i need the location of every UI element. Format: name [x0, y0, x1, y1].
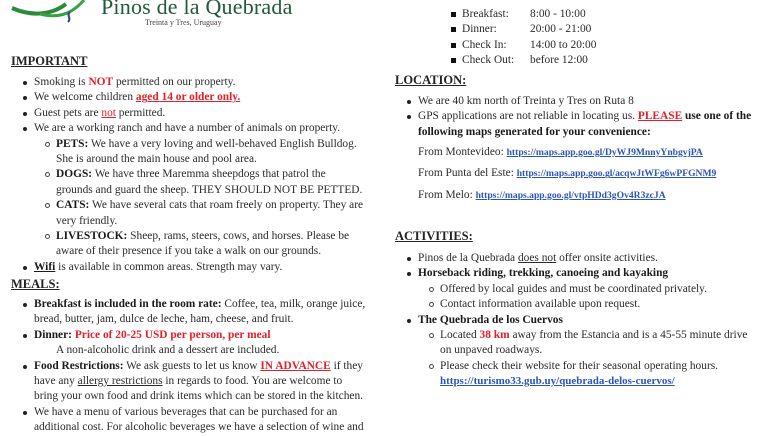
list-item-livestock	[0, 229, 384, 260]
dinner-note: A non-alcoholic drink and a dessert are included.	[56, 344, 280, 357]
text: is available in common areas. Strength may vary.	[55, 260, 283, 273]
map-label: From Melo:	[418, 188, 476, 201]
text: Coffee, tea, milk, orange juice, bread, butter, jam, dulce de leche, ham, cheese, and fruit.	[34, 298, 366, 326]
text: Guest pets are	[34, 106, 102, 119]
emphasis: aged 14 or older only.	[135, 91, 241, 104]
emphasis: not	[101, 106, 116, 119]
hours-row	[384, 38, 768, 53]
list-item-food-restrictions	[0, 359, 384, 405]
label: DOGS:	[56, 168, 93, 181]
hours-row	[384, 53, 768, 68]
text: Sheep, rams, steers, cows, and horses. Please be aware of their presence if you take a walk on our grounds.	[56, 230, 350, 258]
label: CATS:	[56, 199, 90, 212]
page-subtitle: Treinta y Tres, Uruguay	[145, 18, 222, 27]
map-link-montevideo[interactable]: https://maps.app.goo.gl/DyWJ9MnnyYnbgvjPA	[506, 147, 703, 158]
text: We have three Maremma sheepdogs that patrol the grounds and guard the sheep. THEY SHOULD NOT BE PETTED.	[56, 168, 363, 196]
map-links	[384, 145, 768, 203]
hours-row	[384, 7, 768, 22]
list-item: Offered by local guides and must be coordinated privately.	[384, 282, 768, 297]
emphasis: 38 km	[479, 329, 510, 342]
emphasis: IN ADVANCE	[260, 359, 331, 372]
hours-value: 8:00 - 10:00	[530, 8, 586, 20]
hours-label: Breakfast:	[462, 8, 509, 20]
text: GPS applications are not reliable in locating us.	[418, 110, 638, 123]
text: away from the Estancia and is a 45-55 minute drive on unpaved roadways.	[440, 329, 748, 357]
list-item	[0, 106, 384, 121]
list-item	[0, 75, 384, 90]
meals-list	[0, 297, 384, 436]
map-row	[384, 188, 768, 203]
map-label: From Montevideo:	[418, 146, 507, 158]
list-item-wifi	[0, 260, 384, 275]
list-item-pets	[0, 137, 384, 168]
text: We have several cats that roam freely on property. They are very friendly.	[56, 199, 364, 227]
activities-list	[384, 251, 768, 390]
list-item	[384, 251, 768, 266]
location-list	[384, 94, 768, 140]
hours-label: Dinner:	[462, 23, 497, 36]
list-item	[0, 90, 384, 105]
logo-icon	[0, 0, 92, 26]
label: Breakfast is included in the room rate:	[34, 298, 222, 310]
list-item: Horseback riding, trekking, canoeing and kayaking	[384, 266, 768, 281]
text: We ask guests to let us know	[123, 359, 261, 372]
text: Please check their website for their seasonal operating hours.	[440, 359, 719, 372]
hours-list	[384, 7, 768, 69]
text: We have a very loving and well-behaved English Bulldog. She is around the main house and pool area.	[56, 137, 357, 166]
list-item-gps	[384, 109, 768, 140]
emphasis: Wifi	[34, 260, 56, 273]
label: LIVESTOCK:	[56, 230, 128, 243]
page-title: Pinos de la Quebrada	[101, 0, 293, 19]
list-item-dogs	[0, 167, 384, 198]
text: if they have any	[34, 359, 363, 388]
emphasis: PLEASE	[637, 110, 683, 123]
label: PETS:	[56, 137, 89, 150]
map-link-punta-del-este[interactable]: https://maps.app.goo.gl/acqwJtWFg6wPFGNM9	[516, 168, 717, 180]
list-item: We are 40 km north of Treinta y Tres on Ruta 8	[384, 94, 768, 109]
map-row	[384, 145, 768, 160]
emphasis: NOT	[88, 76, 114, 88]
website-link[interactable]: https://turismo33.gub.uy/quebrada-delos-cuervos/	[440, 375, 675, 388]
text: permitted.	[115, 106, 166, 119]
label: Dinner:	[34, 328, 72, 341]
list-item-cats	[0, 198, 384, 229]
text: We welcome children	[34, 91, 136, 104]
list-item: Contact information available upon request.	[384, 297, 768, 312]
text: use one of the following maps generated for your convenience:	[418, 110, 752, 138]
list-item: We are a working ranch and have a number of animals on property.	[0, 121, 384, 136]
list-item	[384, 328, 768, 359]
hours-label: Check In:	[462, 38, 507, 51]
list-item-beverages: We have a menu of various beverages that can be purchased for an additional cost. For alcoholic beverages we have a selection of wine and	[0, 405, 384, 436]
hours-value: 20:00 - 21:00	[530, 23, 592, 36]
text: Located	[440, 329, 480, 342]
important-list	[0, 75, 384, 275]
price: Price of 20-25 USD per person, per meal	[71, 328, 271, 341]
hours-value: 14:00 to 20:00	[530, 38, 597, 51]
hours-value: before 12:00	[530, 54, 588, 67]
activities-heading: ACTIVITIES:	[395, 229, 473, 243]
meals-heading: MEALS:	[11, 277, 60, 291]
list-item: The Quebrada de los Cuervos	[384, 313, 768, 328]
emphasis: does not	[517, 252, 557, 264]
list-item-breakfast	[0, 297, 384, 328]
text: in regards to food. You are welcome to bring your own food and drink items which can be stored in the kitchen.	[34, 375, 363, 403]
list-item	[384, 359, 768, 390]
label: Food Restrictions:	[34, 359, 124, 372]
list-item-dinner	[0, 328, 384, 343]
location-heading: LOCATION:	[395, 73, 467, 87]
map-row	[384, 166, 768, 181]
hours-label: Check Out:	[462, 54, 515, 67]
hours-row	[384, 22, 768, 37]
map-label: From Punta del Este:	[418, 167, 517, 180]
text: Smoking is	[34, 76, 89, 88]
important-heading: IMPORTANT	[11, 54, 88, 68]
text: offer onsite activities.	[556, 252, 658, 264]
emphasis: allergy restrictions	[77, 375, 163, 388]
map-link-melo[interactable]: https://maps.app.goo.gl/vtpHDd3gOv4R3zcJA	[475, 189, 666, 201]
text: Pinos de la Quebrada	[418, 252, 518, 264]
text: permitted on our property.	[113, 76, 236, 88]
